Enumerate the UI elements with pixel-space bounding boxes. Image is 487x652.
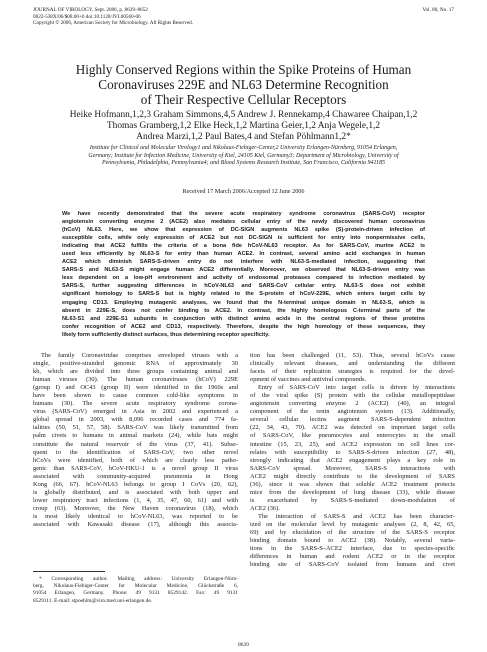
body-line: lower respiratory tract infections (1, 4, 35, 47, 60, 61) and with xyxy=(33,496,238,504)
body-line: constitute the natural reservoir of the virus (37, 41). Subse- xyxy=(33,440,238,448)
body-line: humans (30). The severe acute respiratory syndrome corona- xyxy=(33,400,238,408)
footnote-line: 8529111. E-mail: stpoehlm@viro.med.uni-erlangen.de. xyxy=(33,597,153,604)
abstract-line: significant homology to SARS-S but is highly related to the S-protein of hCoV-229E, which enters target cells by xyxy=(62,291,425,298)
affiliation-line: Germany; Institute for Infection Medicine, University of Kiel, 24105 Kiel, Germany3; Department of Microbiology, University of xyxy=(88,152,399,159)
body-column-right xyxy=(250,352,455,569)
title-line: Coronaviruses 229E and NL63 Determine Recognition xyxy=(98,77,389,93)
body-line: differences in human and rodent ACE2 or in the receptor xyxy=(250,553,455,561)
footnote-line: 91054 Erlangen, Germany. Phone: 49 9131 8529142. Fax: 49 9131 xyxy=(33,590,238,597)
body-line: binding domain bound to ACE2 (38). Notably, several varia- xyxy=(250,537,455,545)
author-list xyxy=(40,110,447,143)
abstract-line: used less efficiently by NL63-S for entry than human ACE2. In contrast, several amino acid exchanges in human xyxy=(62,251,425,258)
body-column-left xyxy=(33,352,238,529)
affiliation-line: Pennsylvania, Philadelphia, Pennsylvania4; and Blood Systems Research Institute, San Francisco, California 941185 xyxy=(101,160,386,167)
received-dates: Received 17 March 2006/Accepted 12 June 2006 xyxy=(182,188,305,195)
body-line: relates with susceptibility to SARS-S-driven infection (27, 48), xyxy=(250,448,455,456)
footnote-rule xyxy=(33,571,105,572)
body-line: component of the renin angiotensin system (13). Additionally, xyxy=(250,408,455,416)
header-line: Copyright © 2006, American Society for Microbiology. All Rights Reserved. xyxy=(33,20,194,27)
body-line: ACE2 (36). xyxy=(250,504,280,512)
body-line: talities (50, 51, 57, 58). SARS-CoV was likely transmitted from xyxy=(33,424,238,432)
body-line: is globally distributed, and is associated with both upper and xyxy=(33,488,238,496)
body-line: facets of their replication strategies is required for the devel- xyxy=(250,368,455,376)
body-line: have been shown to cause common cold-like symptoms in xyxy=(33,392,238,400)
abstract-line: susceptible cells, while only expression of ACE2 but not DC-SIGN is sufficient for entry into nonpermissive cells, xyxy=(62,235,425,242)
journal-header xyxy=(33,7,454,27)
body-line: tion has been challenged (11, 53). Thus, several hCoVs cause xyxy=(250,352,455,359)
abstract xyxy=(62,210,425,339)
author-line: Andrea Marzi,1,2 Paul Bates,4 and Stefan Pöhlmann1,2* xyxy=(136,132,351,142)
body-line: 69) and by elucidation of the structure of the SARS-S receptor xyxy=(250,529,455,537)
body-line: single, positive-stranded genomic RNA of approximately 30 xyxy=(33,360,238,368)
abstract-line: engaging CD13. Employing mutagenic analyses, we found that the N-terminal unique domain in NL63-S, which is xyxy=(62,299,425,306)
body-line: associated with community-acquired pneumonia in Hong xyxy=(33,472,238,480)
body-line: binding site of SARS-CoV isolated from humans and civet xyxy=(250,561,455,569)
body-line: kb, which are divided into three groups containing animal and xyxy=(33,368,238,376)
author-line: Thomas Gramberg,1,2 Elke Heck,1,2 Martina Geier,1,2 Anja Wegele,1,2 xyxy=(106,121,381,131)
article-title xyxy=(40,62,447,108)
body-line: human viruses (30). The human coronaviruses (hCoV) 229E xyxy=(33,376,238,384)
author-line: Heike Hofmann,1,2,3 Graham Simmons,4,5 Andrew J. Rennekamp,4 Chawaree Chaipan,1,2 xyxy=(69,110,418,120)
abstract-line: less dependent on a low-pH environment and activity of endosomal proteases compared to infection mediated by xyxy=(62,275,425,282)
abstract-line: NL63-S1 and 229E-S1 subunits in conjunction with distinct amino acids in the central regions of these proteins xyxy=(62,315,425,322)
page-number: 8639 xyxy=(238,642,249,648)
body-line: clinically relevant diseases, and understanding the different xyxy=(250,360,455,368)
body-line: Entry of SARS-CoV into target cells is driven by interactions xyxy=(258,384,455,392)
body-line: of SARS-CoV, like pneumocytes and enterocytes in the small xyxy=(250,432,455,440)
body-line: associated with Kawasaki disease (17), although this associa- xyxy=(33,520,238,528)
body-line: croup (63). Moreover, the New Haven coronavirus (18), which xyxy=(33,504,238,512)
header-line: JOURNAL OF VIROLOGY, Sept. 2006, p. 8639–8652 xyxy=(33,7,148,13)
body-line: palm civets to humans in animal markets (24), while bats might xyxy=(33,432,238,440)
body-line: angiotensin converting enzyme 2 (ACE2) (40), an integral xyxy=(250,400,455,408)
body-line: ACE2 might directly contribute to the development of SARS xyxy=(250,472,455,480)
abstract-line: SARS-S, further suggesting differences in hCoV-NL63 and SARS-CoV cellular entry. NL63-S does not exhibit xyxy=(62,283,425,290)
body-line: is exacerbated by SARS-S-mediated down-modulation of xyxy=(250,496,455,504)
abstract-line: likely form sufficiently distinct surfaces, thus determining receptor specificity. xyxy=(62,331,270,338)
header-line: 0022-538X/06/$08.00+0 doi:10.1128/JVI.00560-06 xyxy=(33,13,141,20)
title-line: of Their Respective Cellular Receptors xyxy=(140,92,347,108)
body-line: (group I) and OC43 (group II) were identified in the 1960s and xyxy=(33,384,238,392)
volume-info: Vol. 80, No. 17 xyxy=(422,7,454,13)
body-line: tions in the SARS-S–ACE2 interface, due to species-specific xyxy=(250,545,455,553)
affiliation-line: Institute for Clinical and Molecular Virology1 and Nikolaus-Fiebiger-Center,2 University Erlangen-Nürnberg, 91054 Erlangen, xyxy=(89,145,398,151)
abstract-line: (hCoV) NL63. Here, we show that expression of DC-SIGN augments NL63 spike (S)-protein-driven infection of xyxy=(62,227,425,234)
body-line: (36), since it was shown that soluble ACE2 treatment protects xyxy=(250,480,455,488)
body-line: ized on the molecular level by mutagenic analyses (2, 8, 42, 65, xyxy=(250,520,455,528)
body-line: quent to the identification of SARS-CoV, two other novel xyxy=(33,448,238,456)
abstract-line: confer recognition of ACE2 and CD13, respectively. Therefore, despite the high homology of these sequences, they xyxy=(62,323,425,330)
body-line: virus (SARS-CoV) emerged in Asia in 2002 and experienced a xyxy=(33,408,238,416)
body-line: several cellular lectins augment SARS-S-dependent infection xyxy=(250,416,455,424)
abstract-line: We have recently demonstrated that the severe acute respiratory syndrome coronavirus (SARS-CoV) receptor xyxy=(62,211,425,217)
body-line: hCoVs were identified, both of which are clearly less patho- xyxy=(33,456,238,464)
body-line: intestine (15, 23, 25), and ACE2 expression on cell lines cor- xyxy=(250,440,455,448)
body-line: strongly indicating that ACE2 engagement plays a key role in xyxy=(250,456,455,464)
abstract-line: angiotensin converting enzyme 2 (ACE2) also mediates cellular entry of the newly discovered human coronavirus xyxy=(62,219,425,226)
abstract-line: SARS-S and NL63-S might engage human ACE2 differentially. Moreover, we observed that NL63-S-driven entry was xyxy=(62,267,425,274)
affiliations xyxy=(28,145,459,168)
body-line: The interaction of SARS-S and ACE2 has been character- xyxy=(258,512,455,520)
footnote-line: * Corresponding author. Mailing address: University Erlangen-Nürn- xyxy=(39,576,238,582)
abstract-line: ACE2 which diminish SARS-S-driven entry do not interfere with NL63-S-mediated infection, suggesting that xyxy=(62,259,425,266)
body-line: opment of vaccines and antiviral compounds. xyxy=(250,376,367,384)
body-line: SARS-CoV spread. Moreover, SARS-S interactions with xyxy=(250,464,455,472)
title-line: Highly Conserved Regions within the Spike Proteins of Human xyxy=(75,62,412,77)
body-line: The family Coronaviridae comprises enveloped viruses with a xyxy=(41,352,238,359)
abstract-line: indicating that ACE2 fulfills the criteria of a bona fide hCoV-NL63 receptor. As for SARS-CoV, murine ACE2 is xyxy=(62,243,425,250)
body-line: genic than SARS-CoV. hCoV-HKU-1 is a novel group II virus xyxy=(33,464,238,472)
body-line: is most likely identical to hCoV-NL63, was reported to be xyxy=(33,512,238,520)
footnote-line: berg, Nikolaus-Fiebiger-Center for Molecular Medicine, Glückstraße 6, xyxy=(33,583,238,590)
abstract-line: absent in 229E-S, does not confer binding to ACE2. In contrast, the highly homologous C-terminal parts of the xyxy=(62,307,425,314)
body-line: (22, 34, 43, 70). ACE2 was detected on important target cells xyxy=(250,424,455,432)
body-line: Kong (66, 67). hCoV-NL63 belongs to group I CoVs (20, 62), xyxy=(33,480,238,488)
corresponding-author-footnote xyxy=(33,576,238,605)
body-line: of the viral spike (S) protein with the cellular metallopeptidase xyxy=(250,392,455,400)
body-line: global spread in 2003, with 8,096 recorded cases and 774 fa- xyxy=(33,416,238,424)
body-line: mice from the development of lung disease (33), while disease xyxy=(250,488,455,496)
